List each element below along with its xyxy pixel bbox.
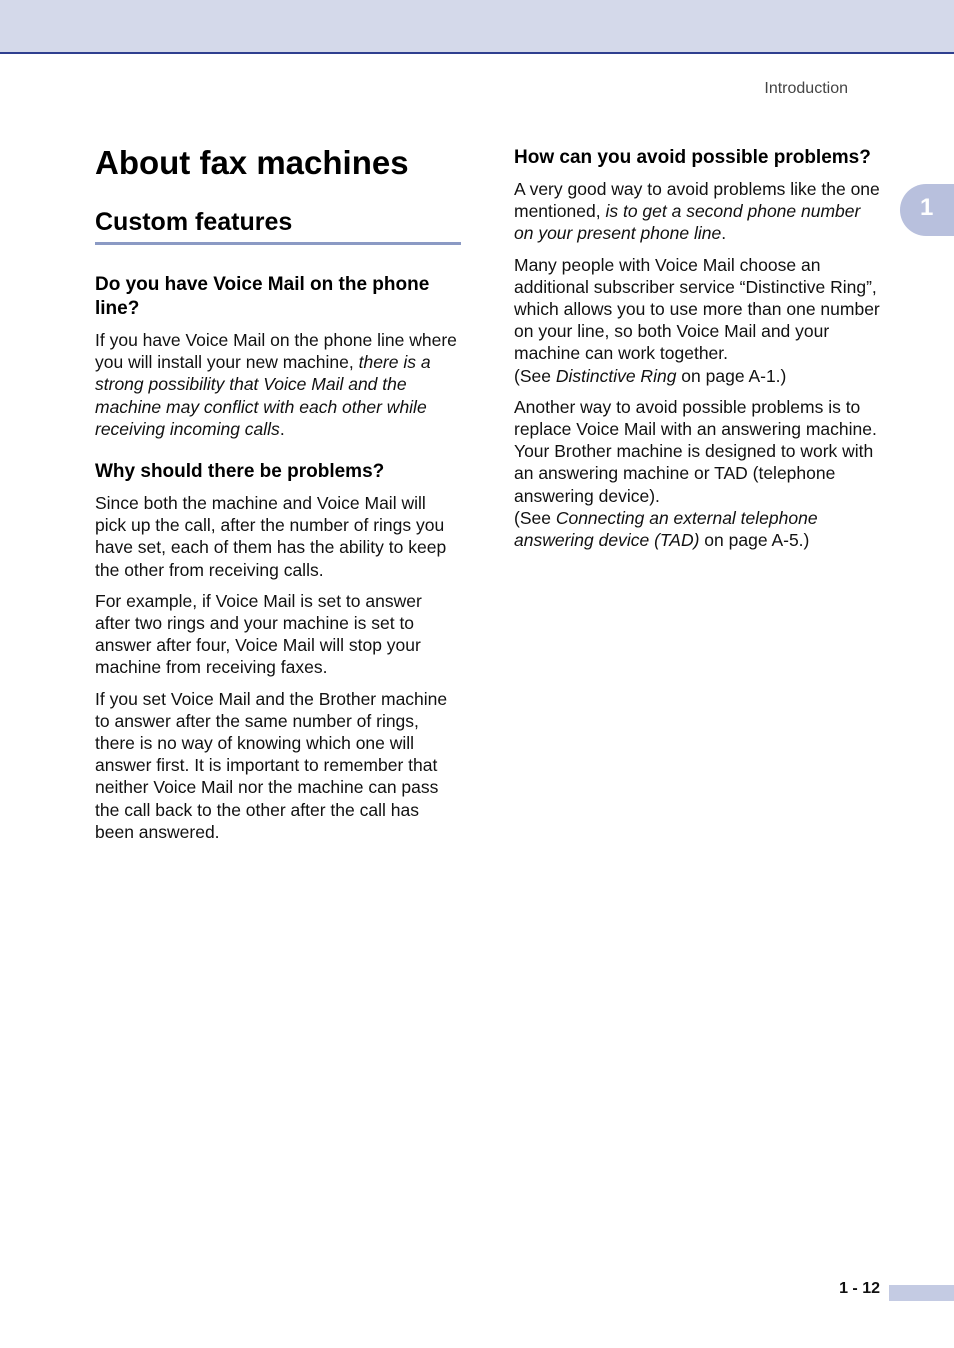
paragraph: Many people with Voice Mail choose an additional subscriber service “Distinctive Ring”, which allows you to use more than one number on your line, so both Voice Mail and your machine can work together. (See Distinctive Ring on page A-1.) [514, 254, 880, 386]
page-title: About fax machines [95, 144, 409, 181]
paragraph: A very good way to avoid problems like the one mentioned, is to get a second phone number on your present phone line. [514, 179, 880, 244]
running-head: Introduction [764, 80, 848, 97]
chapter-number: 1 [920, 194, 934, 221]
paragraph: If you have Voice Mail on the phone line where you will install your new machine, there is a strong possibility that Voice Mail and the machine may conflict with each other while receiving incoming calls. [95, 330, 457, 439]
paragraph: If you set Voice Mail and the Brother machine to answer after the same number of rings, there is no way of knowing which one will answer first. It is important to remember that neither Voice Mail nor the machine can pass the call back to the other after the call has been answered. [95, 688, 448, 842]
paragraph: For example, if Voice Mail is set to answer after two rings and your machine is set to answer after four, Voice Mail will stop your machine from receiving faxes. [95, 590, 422, 678]
cross-reference: Connecting an external telephone answering device (TAD) [514, 507, 818, 551]
right-column [514, 140, 880, 560]
cross-reference: Distinctive Ring [555, 365, 677, 386]
paragraph: Another way to avoid possible problems is to replace Voice Mail with an answering machine. Your Brother machine is designed to work with an answering machine or TAD (telephone answering device). (See Connecting an external telephone answering device (TAD) on page A-5.) [514, 396, 877, 551]
chapter-tab [900, 184, 954, 236]
section-heading: Custom features [95, 206, 461, 245]
paragraph: Since both the machine and Voice Mail will pick up the call, after the number of rings you have set, each of them has the ability to keep the other from receiving calls. [95, 493, 447, 580]
footer-bar [889, 1285, 954, 1301]
header-band [0, 0, 954, 54]
page-number: 1 - 12 [839, 1280, 880, 1297]
left-column [95, 140, 461, 852]
subheading-problems: Why should there be problems? [95, 461, 385, 483]
subheading-avoid-problems: How can you avoid possible problems? [514, 147, 871, 168]
subheading-voice-mail: Do you have Voice Mail on the phone line? [95, 274, 430, 319]
